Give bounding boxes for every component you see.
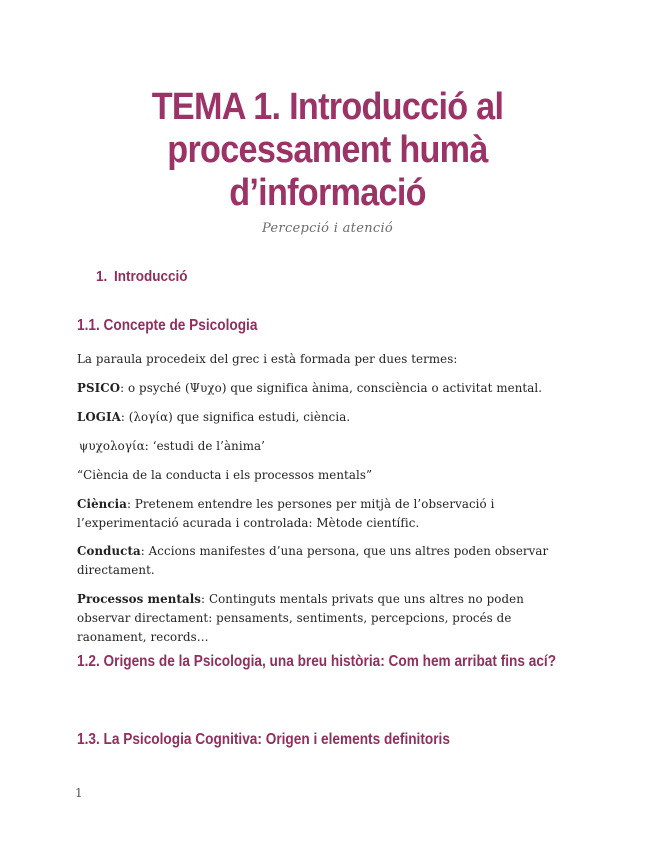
paragraph-intro: La paraula procedeix del grec i està formada per dues termes: <box>77 352 458 366</box>
paragraph-logia <box>77 408 572 427</box>
definition-processos-mentals: : Continguts mentals privats que uns altres no poden observar directament: pensaments, sentiments, percepcions, procés de raonament, records… <box>77 592 524 644</box>
paragraph-ciencia <box>77 495 572 533</box>
page-number: 1 <box>75 786 83 800</box>
subsection-heading-concepte: 1.1. Concepte de Psicologia <box>77 317 258 334</box>
paragraph-conducta <box>77 542 572 580</box>
section-number: 1. <box>96 268 108 285</box>
term-ciencia: Ciència <box>77 497 127 511</box>
definition-conducta: : Accions manifestes d’una persona, que uns altres poden observar directament. <box>77 544 549 577</box>
definition-ciencia: : Pretenem entendre les persones per mitjà de l’observació i l’experimentació acurada i controlada: Mètode científic. <box>77 497 495 530</box>
paragraph-psico <box>77 379 572 398</box>
section-heading-introduccio <box>96 268 188 285</box>
subsection-heading-psicologia-cognitiva: 1.3. La Psicologia Cognitiva: Origen i elements definitoris <box>77 731 450 748</box>
paragraph-processos-mentals <box>77 590 572 647</box>
paragraph-psychologia: ψυχολογία: ‘estudi de l’ànima’ <box>79 439 265 453</box>
definition-logia: : (λογία) que significa estudi, ciència. <box>120 410 351 424</box>
subsection-heading-origens: 1.2. Origens de la Psicologia, una breu història: Com hem arribat fins ací? <box>77 653 557 670</box>
paragraph-definition-quote: “Ciència de la conducta i els processos mentals” <box>77 468 373 482</box>
term-logia: LOGIA <box>77 410 121 424</box>
definition-psico: : o psyché (Ψυχο) que significa ànima, consciència o activitat mental. <box>120 381 543 395</box>
term-conducta: Conducta <box>77 544 141 558</box>
term-psico: PSICO <box>77 381 121 395</box>
document-title: TEMA 1. Introducció al processament humà d’informació <box>151 86 504 214</box>
term-processos-mentals: Processos mentals <box>77 592 202 606</box>
section-label: Introducció <box>114 268 188 285</box>
document-subtitle: Percepció i atenció <box>261 221 394 236</box>
